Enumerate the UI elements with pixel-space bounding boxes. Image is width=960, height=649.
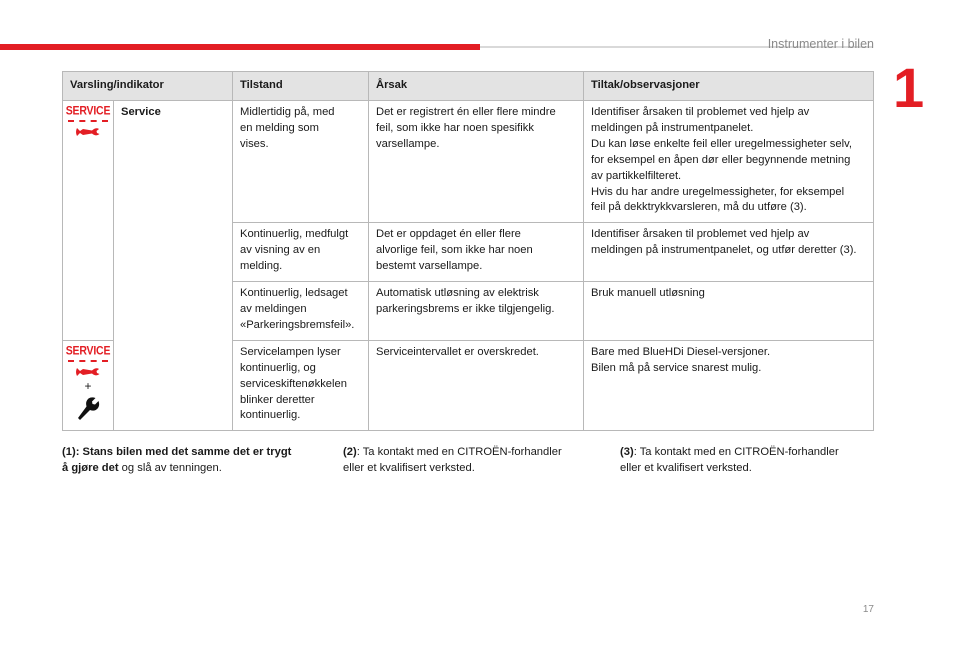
- service-lamp-icon: SERVICE: [65, 343, 111, 358]
- text-line: Bruk manuell utløsning: [591, 287, 705, 300]
- text-line: vises.: [240, 137, 269, 150]
- text-line: Du kan løse enkelte feil eller uregelmessigheter selv,: [591, 137, 852, 150]
- service-interval-icon-cell: [63, 340, 114, 431]
- text-line: av meldingen: [240, 302, 307, 315]
- text-line: Identifiser årsaken til problemet ved hjelp av: [591, 106, 810, 118]
- action-cell: [584, 340, 874, 431]
- table-row: [63, 101, 874, 223]
- text-line: Identifiser årsaken til problemet ved hjelp av: [591, 228, 810, 241]
- text-line: feil på dekktrykkvarsleren, må du utføre (3).: [591, 201, 807, 214]
- text-line: Serviceintervallet er overskredet.: [376, 345, 539, 358]
- text-line: Midlertidig på, med: [240, 106, 335, 118]
- state-cell: [233, 340, 369, 431]
- footnote-bold-text: å gjøre det: [62, 462, 119, 475]
- text-line: Det er oppdaget én eller flere: [376, 228, 521, 241]
- page-number: 17: [862, 604, 874, 615]
- text-line: «Parkeringsbremsfeil».: [240, 318, 355, 331]
- text-line: bestemt varsellampe.: [376, 260, 483, 273]
- wrench-icon: [75, 365, 101, 379]
- text-line: Bilen må på service snarest mulig.: [591, 361, 762, 374]
- chapter-title: Instrumenter i bilen: [767, 37, 874, 51]
- text-line: Kontinuerlig, medfulgt: [240, 228, 349, 241]
- action-cell: [584, 282, 874, 341]
- text-line: parkeringsbrems er ikke tilgjengelig.: [376, 302, 555, 315]
- footnote-text: eller et kvalifisert verksted.: [343, 462, 475, 475]
- text-line: melding.: [240, 260, 283, 273]
- footnote-text: eller et kvalifisert verksted.: [620, 462, 752, 475]
- plus-sign: +: [84, 378, 92, 393]
- footnote-text: : Ta kontakt med en CITROËN-forhandler: [356, 446, 562, 458]
- footnote-3: [620, 444, 870, 476]
- text-line: Servicelampen lyser: [240, 345, 341, 358]
- text-line: av visning av en: [240, 244, 321, 257]
- header-accent-bar: [0, 44, 480, 50]
- footnote-2: [343, 444, 593, 476]
- text-line: meldingen på instrumentpanelet, og utfør deretter (3).: [591, 244, 857, 257]
- footnote-1: [62, 444, 332, 476]
- cause-cell: [369, 340, 584, 431]
- table-header-row: [63, 72, 874, 101]
- text-line: kontinuerlig, og: [240, 361, 316, 374]
- text-line: en melding som: [240, 121, 319, 134]
- text-line: meldingen på instrumentpanelet.: [591, 121, 754, 134]
- dashed-divider: [68, 120, 108, 122]
- text-line: for eksempel en åpen dør eller begynnende metning: [591, 153, 851, 166]
- action-cell: [584, 101, 874, 223]
- text-line: Bare med BlueHDi Diesel-versjoner.: [591, 345, 771, 358]
- text-line: varsellampe.: [376, 137, 440, 150]
- footnote-number: (3): [620, 446, 634, 458]
- cause-cell: [369, 101, 584, 223]
- text-line: Automatisk utløsning av elektrisk: [376, 287, 539, 300]
- service-lamp-icon: SERVICE: [65, 104, 111, 118]
- state-cell: [233, 101, 369, 223]
- footnote-text: : Ta kontakt med en CITROËN-forhandler: [633, 446, 839, 458]
- cause-cell: [369, 223, 584, 282]
- text-line: serviceskiftenøkkelen: [240, 377, 347, 390]
- text-line: av partikkelfilteret.: [591, 169, 682, 182]
- chapter-number: 1: [893, 56, 925, 119]
- text-line: alvorlige feil, som ikke har noen: [376, 244, 533, 257]
- action-cell: [584, 223, 874, 282]
- wrench-icon: [75, 125, 101, 139]
- state-cell: [233, 282, 369, 341]
- footnote-bold-text: : Stans bilen med det samme det er trygt: [75, 446, 292, 458]
- warning-table: [62, 71, 874, 431]
- state-cell: [233, 223, 369, 282]
- dashed-divider: [68, 360, 108, 362]
- col-header-state: Tilstand: [233, 72, 369, 101]
- col-header-cause: Årsak: [369, 72, 584, 101]
- text-line: kontinuerlig.: [240, 409, 301, 422]
- text-line: Det er registrert én eller flere mindre: [376, 106, 556, 118]
- text-line: Kontinuerlig, ledsaget: [240, 287, 348, 300]
- footnote-number: (2): [343, 446, 357, 458]
- service-icon-cell: [63, 101, 114, 341]
- text-line: feil, som ikke har noen spesifikk: [376, 121, 534, 134]
- text-line: blinker deretter: [240, 393, 315, 406]
- col-header-indicator: Varsling/indikator: [63, 72, 233, 101]
- footnote-number: (1): [62, 446, 76, 458]
- text-line: Hvis du har andre uregelmessigheter, for eksempel: [591, 185, 845, 198]
- col-header-action: Tiltak/observasjoner: [584, 72, 874, 101]
- cause-cell: [369, 282, 584, 341]
- black-wrench-icon: [75, 395, 101, 421]
- indicator-name: Service: [114, 101, 233, 431]
- footnote-text: og slå av tenningen.: [118, 462, 222, 475]
